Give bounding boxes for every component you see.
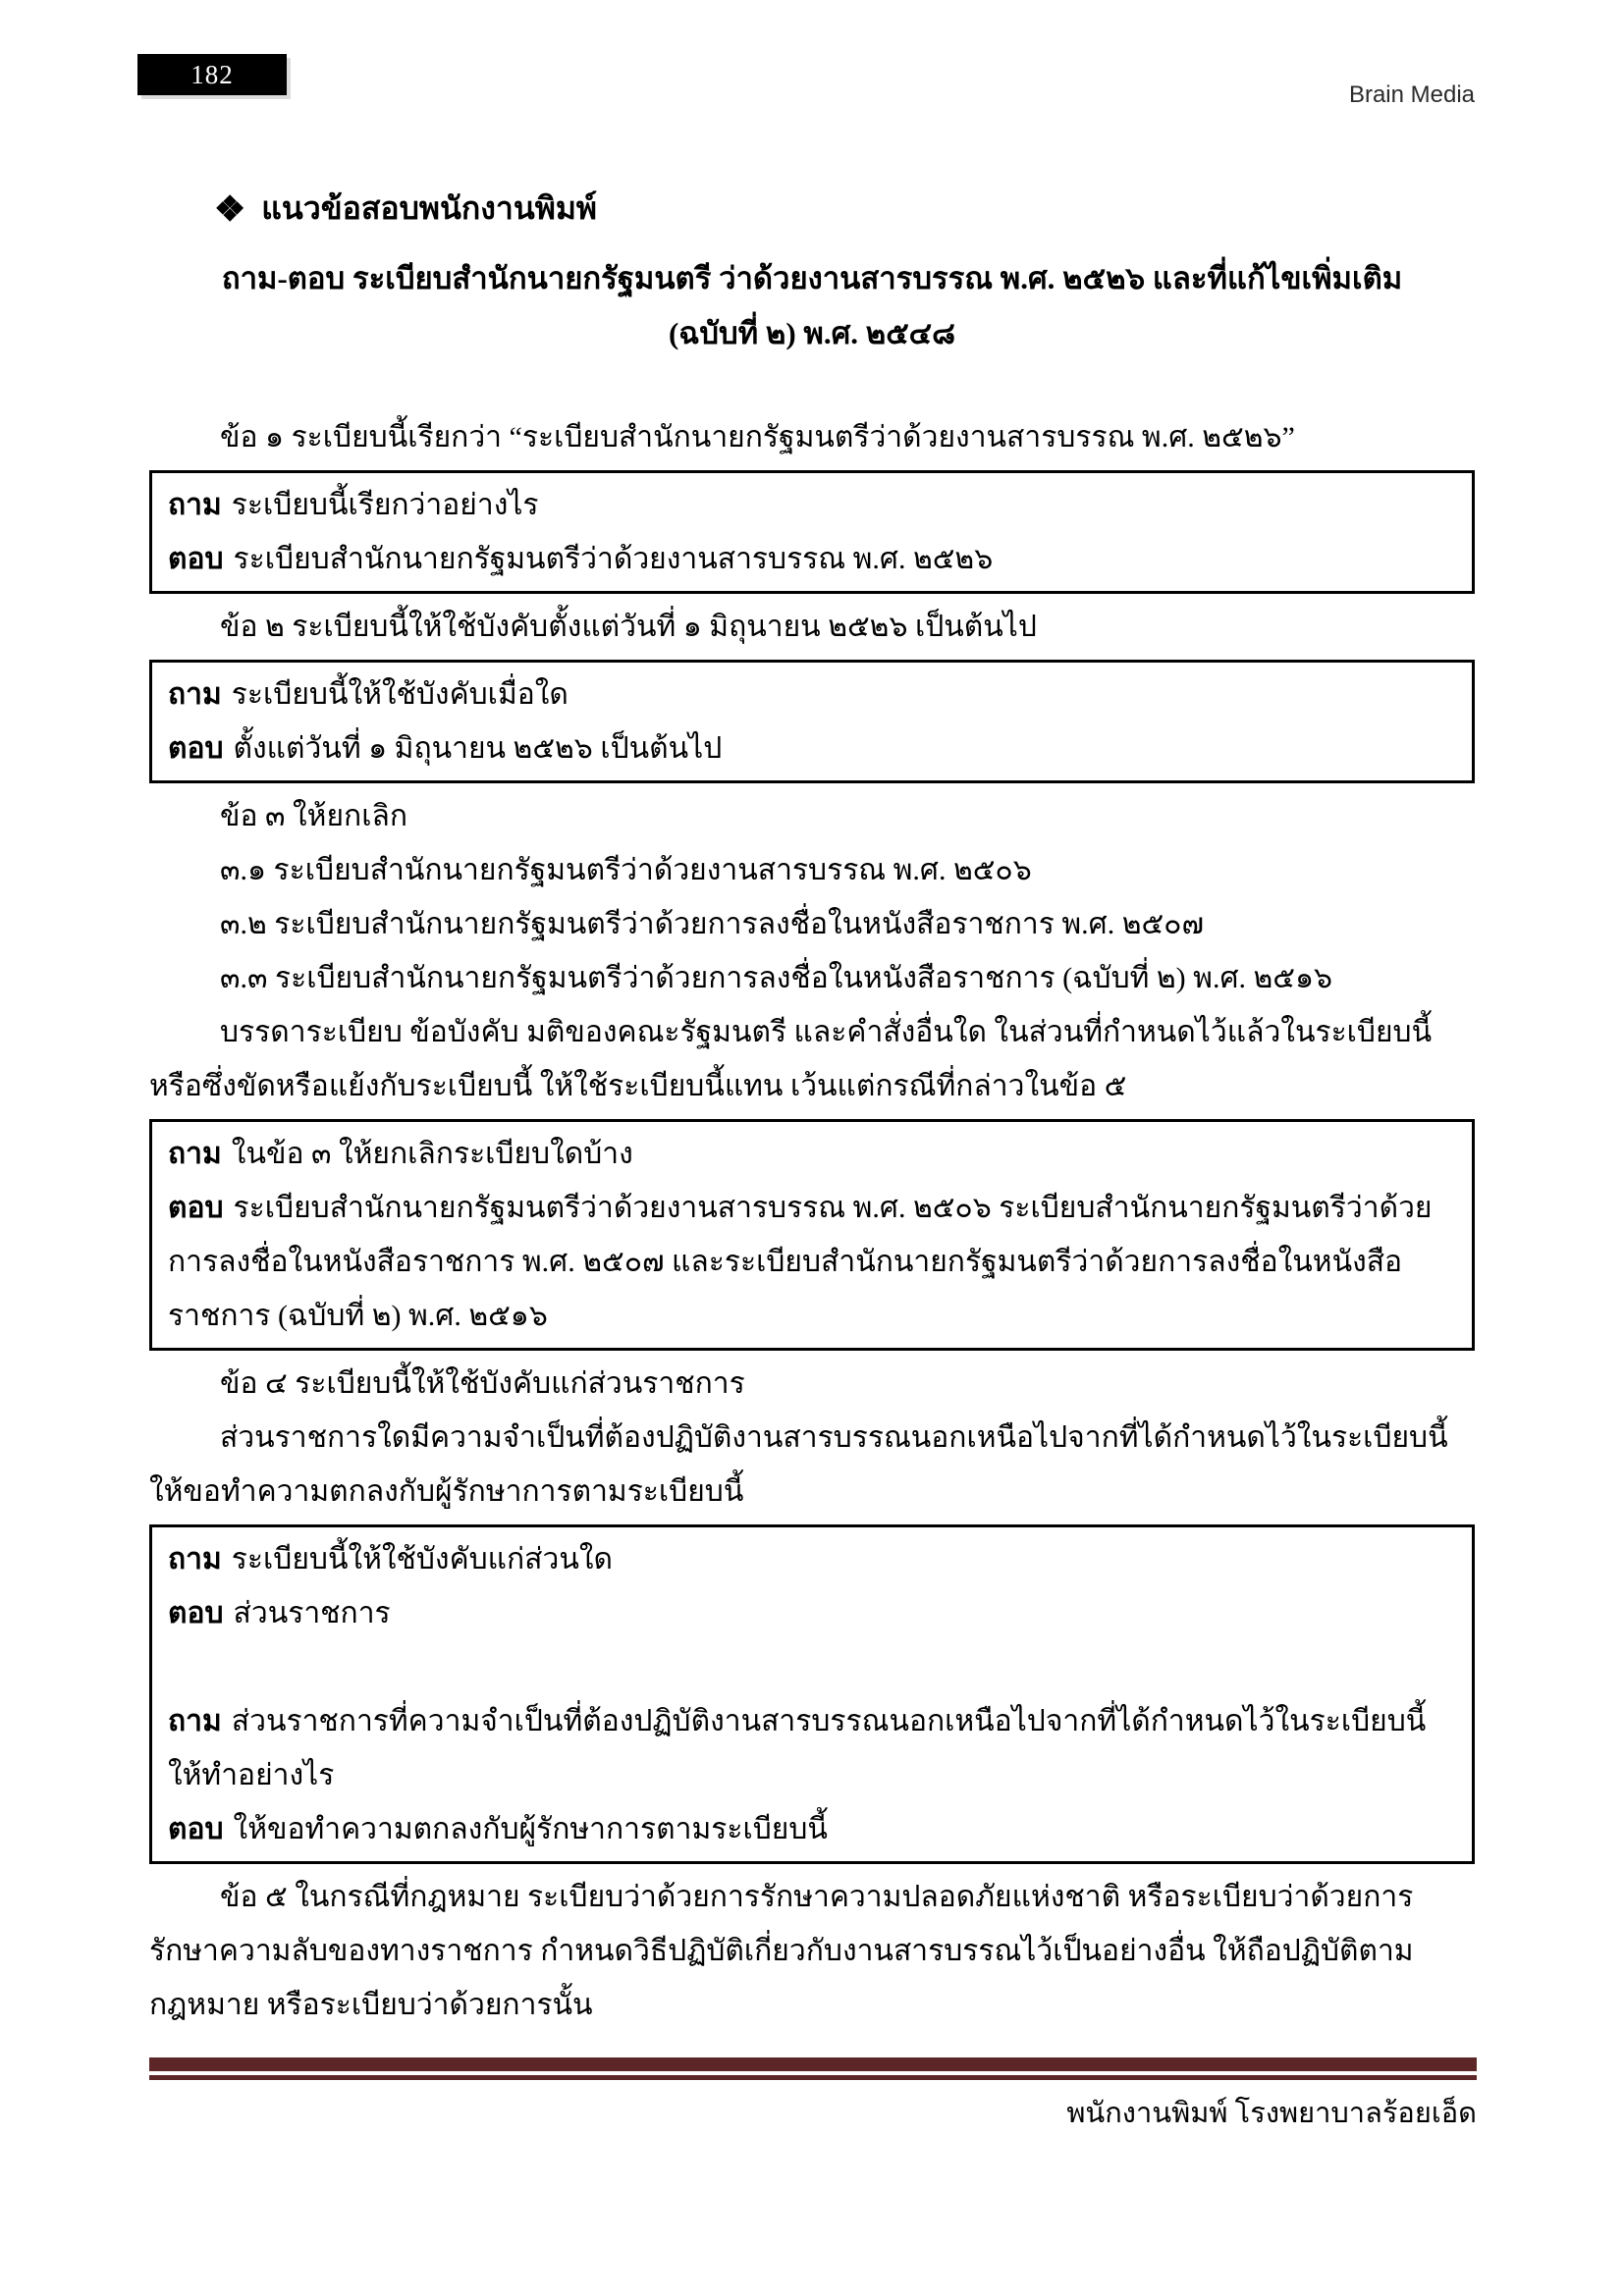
body-paragraph: ๓.๓ ระเบียบสำนักนายกรัฐมนตรีว่าด้วยการลงชื่อในหนังสือราชการ (ฉบับที่ ๒) พ.ศ. ๒๕๑๖ <box>220 962 1333 994</box>
qa-box <box>149 660 1475 783</box>
page-header <box>0 0 1624 108</box>
subtitle-line-2: (ฉบับที่ ๒) พ.ศ. ๒๕๔๘ <box>668 316 956 350</box>
body-paragraph: ข้อ ๒ ระเบียบนี้ให้ใช้บังคับตั้งแต่วันที่ ๑ มิถุนายน ๒๕๒๖ เป็นต้นไป <box>220 611 1037 643</box>
answer-line: ตอบ ระเบียบสำนักนายกรัฐมนตรีว่าด้วยงานสารบรรณ พ.ศ. ๒๕๐๖ ระเบียบสำนักนายกรัฐมนตรีว่าด้วยการลงชื่อในหนังสือราชการ พ.ศ. ๒๕๐๗ และระเบียบสำนักนายกรัฐมนตรีว่าด้วยการลงชื่อในหนังสือราชการ (ฉบับที่ ๒) พ.ศ. ๒๕๑๖ <box>168 1192 1433 1332</box>
qa-label: ถาม <box>168 1138 222 1170</box>
qa-label: ถาม <box>168 1705 222 1737</box>
page-footer <box>149 2057 1477 2137</box>
body-paragraph: ข้อ ๓ ให้ยกเลิก <box>220 800 408 832</box>
answer-line: ตอบ ระเบียบสำนักนายกรัฐมนตรีว่าด้วยงานสารบรรณ พ.ศ. ๒๕๒๖ <box>168 543 994 575</box>
page-number-box <box>137 54 287 95</box>
answer-line: ตอบ ส่วนราชการ <box>168 1597 391 1629</box>
qa-label: ตอบ <box>168 1813 224 1845</box>
question-line: ถาม ระเบียบนี้เรียกว่าอย่างไร <box>168 489 539 521</box>
footer-rule-thin <box>149 2075 1477 2080</box>
question-line: ถาม ในข้อ ๓ ให้ยกเลิกระเบียบใดบ้าง <box>168 1138 633 1170</box>
question-line: ถาม ระเบียบนี้ให้ใช้บังคับเมื่อใด <box>168 678 568 711</box>
qa-label: ถาม <box>168 1543 222 1575</box>
qa-box <box>149 470 1475 594</box>
answer-line: ตอบ ให้ขอทำความตกลงกับผู้รักษาการตามระเบียบนี้ <box>168 1813 828 1845</box>
qa-box <box>149 1524 1475 1864</box>
blank-line <box>168 1640 1456 1694</box>
page-number: 182 <box>190 59 234 89</box>
qa-label: ตอบ <box>168 1597 224 1629</box>
qa-label: ตอบ <box>168 543 224 575</box>
body-paragraph: ๓.๑ ระเบียบสำนักนายกรัฐมนตรีว่าด้วยงานสารบรรณ พ.ศ. ๒๕๐๖ <box>220 854 1032 886</box>
qa-label: ตอบ <box>168 732 224 765</box>
qa-label: ตอบ <box>168 1192 224 1224</box>
section-title: แนวข้อสอบพนักงานพิมพ์ <box>261 190 597 226</box>
answer-line: ตอบ ตั้งแต่วันที่ ๑ มิถุนายน ๒๕๒๖ เป็นต้นไป <box>168 732 723 765</box>
qa-label: ถาม <box>168 489 222 521</box>
diamond-bullet-icon: ❖ <box>214 188 246 229</box>
footer-rule-thick <box>149 2057 1477 2071</box>
body-paragraph: ส่วนราชการใดมีความจำเป็นที่ต้องปฏิบัติงานสารบรรณนอกเหนือไปจากที่ได้กำหนดไว้ในระเบียบนี้ ให้ขอทำความตกลงกับผู้รักษาการตามระเบียบนี้ <box>149 1421 1448 1508</box>
body-paragraph: ข้อ ๕ ในกรณีที่กฎหมาย ระเบียบว่าด้วยการรักษาความปลอดภัยแห่งชาติ หรือระเบียบว่าด้วยการรักษาความลับของทางราชการ กำหนดวิธีปฏิบัติเกี่ยวกับงานสารบรรณไว้เป็นอย่างอื่น ให้ถือปฏิบัติตามกฎหมาย หรือระเบียบว่าด้วยการนั้น <box>149 1881 1414 2021</box>
qa-label: ถาม <box>168 678 222 711</box>
body-paragraph: บรรดาระเบียบ ข้อบังคับ มติของคณะรัฐมนตรี และคำสั่งอื่นใด ในส่วนที่กำหนดไว้แล้วในระเบียบนี้ หรือซึ่งขัดหรือแย้งกับระเบียบนี้ ให้ใช้ระเบียบนี้แทน เว้นแต่กรณีที่กล่าวในข้อ ๕ <box>149 1016 1433 1102</box>
body-paragraph: ข้อ ๔ ระเบียบนี้ให้ใช้บังคับแก่ส่วนราชการ <box>220 1367 745 1400</box>
question-line: ถาม ส่วนราชการที่ความจำเป็นที่ต้องปฏิบัติงานสารบรรณนอกเหนือไปจากที่ได้กำหนดไว้ในระเบียบนี้ ให้ทำอย่างไร <box>168 1705 1427 1791</box>
brand-text: Brain Media <box>1348 81 1475 108</box>
body-paragraph: ๓.๒ ระเบียบสำนักนายกรัฐมนตรีว่าด้วยการลงชื่อในหนังสือราชการ พ.ศ. ๒๕๐๗ <box>220 908 1205 940</box>
question-line: ถาม ระเบียบนี้ให้ใช้บังคับแก่ส่วนใด <box>168 1543 613 1575</box>
qa-box <box>149 1119 1475 1351</box>
footer-text: พนักงานพิมพ์ โรงพยาบาลร้อยเอ็ด <box>1066 2098 1477 2129</box>
body-paragraph: ข้อ ๑ ระเบียบนี้เรียกว่า “ระเบียบสำนักนายกรัฐมนตรีว่าด้วยงานสารบรรณ พ.ศ. ๒๕๒๖” <box>220 421 1295 454</box>
section-title-row <box>214 186 1624 232</box>
document-body <box>149 410 1475 2032</box>
subtitle-line-1: ถาม-ตอบ ระเบียบสำนักนายกรัฐมนตรี ว่าด้วยงานสารบรรณ พ.ศ. ๒๕๒๖ และที่แก้ไขเพิ่มเติม <box>221 261 1403 295</box>
